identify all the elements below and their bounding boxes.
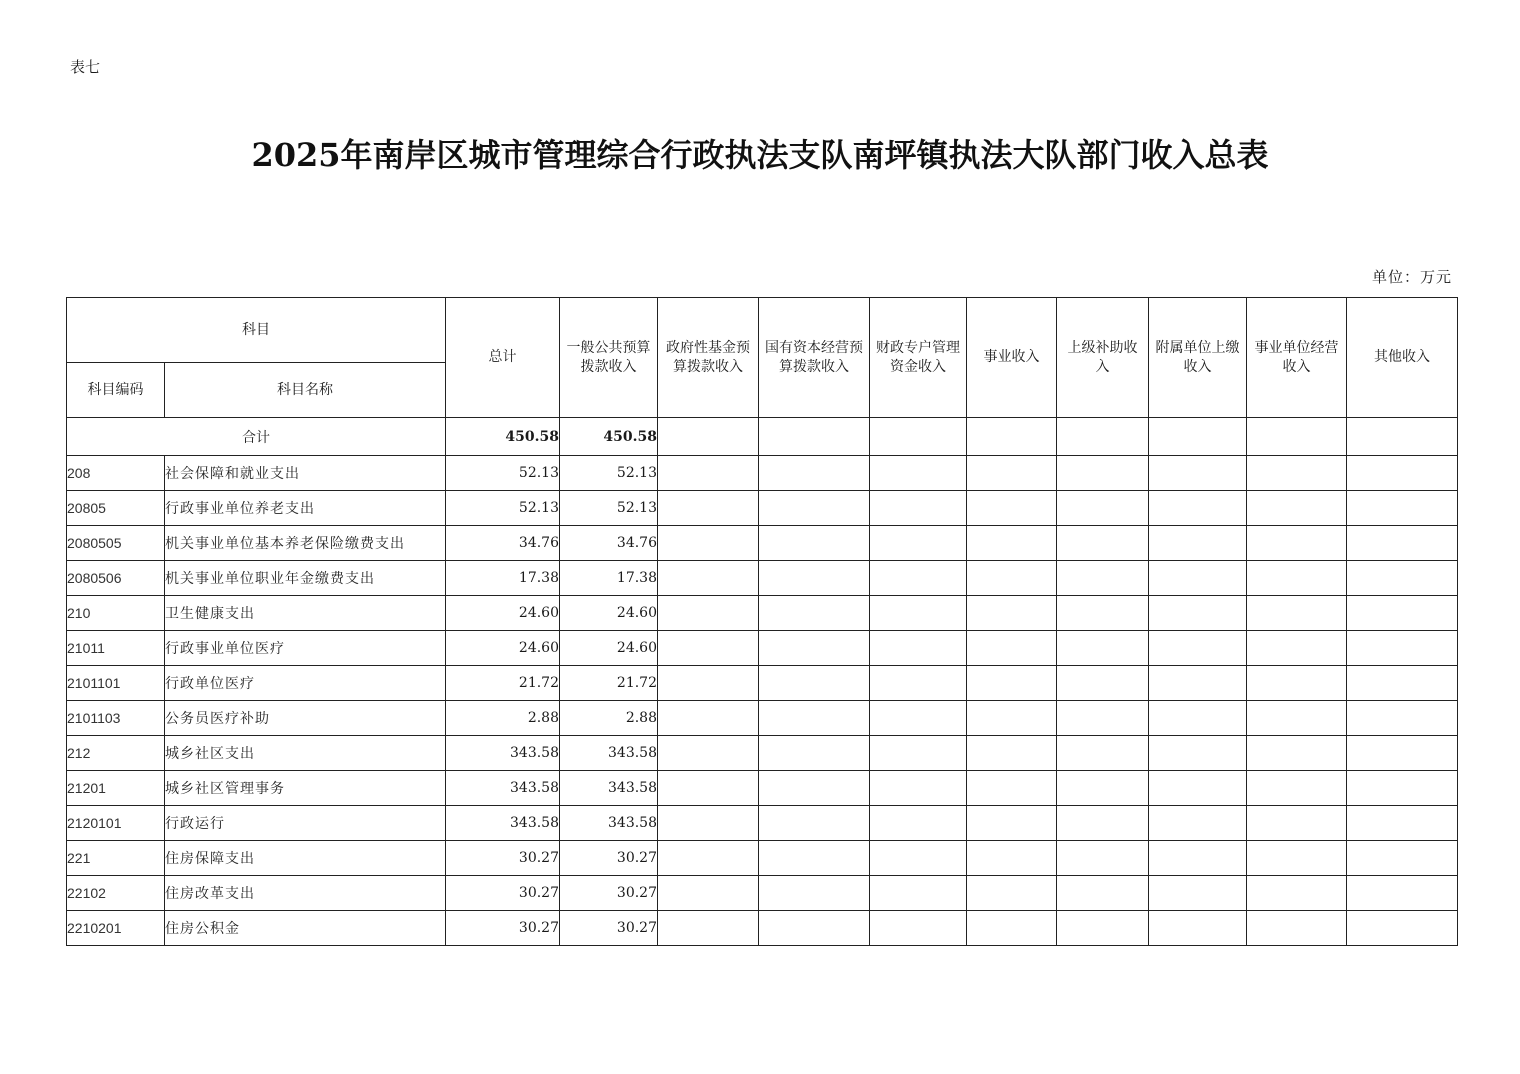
empty-cell [1057, 456, 1149, 491]
general-budget-cell: 30.27 [560, 911, 658, 946]
subject-code-cell: 21011 [67, 631, 165, 666]
empty-cell [1149, 491, 1247, 526]
empty-cell [759, 561, 870, 596]
empty-cell [967, 456, 1057, 491]
empty-cell [1247, 491, 1347, 526]
general-budget-cell: 30.27 [560, 876, 658, 911]
empty-cell [870, 876, 967, 911]
general-budget-cell: 2.88 [560, 701, 658, 736]
subject-name-cell: 机关事业单位职业年金缴费支出 [165, 561, 446, 596]
empty-cell [1057, 526, 1149, 561]
subject-name-cell: 机关事业单位基本养老保险缴费支出 [165, 526, 446, 561]
unit-label: 单位：万元 [1371, 268, 1452, 286]
empty-cell [1149, 911, 1247, 946]
subject-code-cell: 210 [67, 596, 165, 631]
empty-cell [870, 631, 967, 666]
empty-cell [1247, 666, 1347, 701]
subject-name-cell: 城乡社区支出 [165, 736, 446, 771]
empty-cell [759, 841, 870, 876]
table-row [67, 561, 1458, 596]
table-row [67, 701, 1458, 736]
subject-name-cell: 行政单位医疗 [165, 666, 446, 701]
summary-empty-cell [658, 418, 759, 456]
summary-row [67, 418, 1458, 456]
empty-cell [1057, 911, 1149, 946]
empty-cell [1149, 561, 1247, 596]
empty-cell [967, 596, 1057, 631]
subject-name-cell: 行政运行 [165, 806, 446, 841]
empty-cell [658, 596, 759, 631]
empty-cell [759, 456, 870, 491]
header-gov-fund: 政府性基金预算拨款收入 [658, 298, 759, 418]
empty-cell [870, 911, 967, 946]
empty-cell [759, 526, 870, 561]
empty-cell [1347, 631, 1458, 666]
empty-cell [759, 631, 870, 666]
empty-cell [1149, 596, 1247, 631]
header-fiscal-special: 财政专户管理资金收入 [870, 298, 967, 418]
empty-cell [870, 526, 967, 561]
empty-cell [1057, 631, 1149, 666]
empty-cell [1149, 736, 1247, 771]
subject-name-cell: 城乡社区管理事务 [165, 771, 446, 806]
empty-cell [870, 561, 967, 596]
empty-cell [967, 666, 1057, 701]
empty-cell [1149, 701, 1247, 736]
empty-cell [1057, 491, 1149, 526]
empty-cell [759, 876, 870, 911]
empty-cell [1247, 561, 1347, 596]
general-budget-cell: 52.13 [560, 491, 658, 526]
total-cell: 24.60 [446, 596, 560, 631]
empty-cell [870, 736, 967, 771]
empty-cell [1247, 456, 1347, 491]
empty-cell [658, 666, 759, 701]
subject-name-cell: 住房保障支出 [165, 841, 446, 876]
subject-code-cell: 2120101 [67, 806, 165, 841]
general-budget-cell: 30.27 [560, 841, 658, 876]
empty-cell [1247, 876, 1347, 911]
header-subject-name: 科目名称 [165, 363, 446, 418]
empty-cell [658, 841, 759, 876]
empty-cell [1149, 876, 1247, 911]
general-budget-cell: 52.13 [560, 456, 658, 491]
general-budget-cell: 34.76 [560, 526, 658, 561]
empty-cell [658, 736, 759, 771]
table-row [67, 841, 1458, 876]
empty-cell [658, 561, 759, 596]
total-cell: 52.13 [446, 491, 560, 526]
total-cell: 343.58 [446, 771, 560, 806]
empty-cell [658, 631, 759, 666]
table-row [67, 771, 1458, 806]
general-budget-cell: 343.58 [560, 771, 658, 806]
empty-cell [870, 456, 967, 491]
empty-cell [1347, 771, 1458, 806]
empty-cell [967, 841, 1057, 876]
empty-cell [1057, 876, 1149, 911]
empty-cell [1247, 526, 1347, 561]
summary-empty-cell [1347, 418, 1458, 456]
empty-cell [658, 526, 759, 561]
empty-cell [870, 491, 967, 526]
empty-cell [1347, 561, 1458, 596]
general-budget-cell: 17.38 [560, 561, 658, 596]
empty-cell [967, 876, 1057, 911]
empty-cell [658, 806, 759, 841]
empty-cell [759, 771, 870, 806]
subject-code-cell: 20805 [67, 491, 165, 526]
header-other-income: 其他收入 [1347, 298, 1458, 418]
subject-name-cell: 住房改革支出 [165, 876, 446, 911]
general-budget-cell: 343.58 [560, 806, 658, 841]
empty-cell [1347, 491, 1458, 526]
subject-code-cell: 2210201 [67, 911, 165, 946]
total-cell: 21.72 [446, 666, 560, 701]
subject-code-cell: 221 [67, 841, 165, 876]
total-cell: 24.60 [446, 631, 560, 666]
empty-cell [759, 666, 870, 701]
table-row [67, 631, 1458, 666]
empty-cell [1149, 841, 1247, 876]
empty-cell [1057, 666, 1149, 701]
table-row [67, 491, 1458, 526]
empty-cell [1247, 806, 1347, 841]
empty-cell [1057, 596, 1149, 631]
empty-cell [1347, 841, 1458, 876]
empty-cell [1057, 701, 1149, 736]
empty-cell [1149, 456, 1247, 491]
empty-cell [658, 456, 759, 491]
empty-cell [1347, 911, 1458, 946]
empty-cell [1057, 841, 1149, 876]
empty-cell [967, 911, 1057, 946]
empty-cell [759, 491, 870, 526]
empty-cell [1347, 456, 1458, 491]
empty-cell [1057, 806, 1149, 841]
empty-cell [967, 526, 1057, 561]
subject-name-cell: 卫生健康支出 [165, 596, 446, 631]
empty-cell [1057, 771, 1149, 806]
subject-name-cell: 公务员医疗补助 [165, 701, 446, 736]
subject-code-cell: 21201 [67, 771, 165, 806]
header-superior-subsidy: 上级补助收入 [1057, 298, 1149, 418]
summary-total: 450.58 [446, 418, 560, 456]
empty-cell [759, 806, 870, 841]
total-cell: 2.88 [446, 701, 560, 736]
total-cell: 34.76 [446, 526, 560, 561]
empty-cell [870, 596, 967, 631]
summary-empty-cell [1149, 418, 1247, 456]
table-row [67, 876, 1458, 911]
table-number-label: 表七 [70, 58, 101, 76]
header-total: 总计 [446, 298, 560, 418]
empty-cell [1149, 806, 1247, 841]
header-state-capital: 国有资本经营预算拨款收入 [759, 298, 870, 418]
empty-cell [658, 491, 759, 526]
total-cell: 343.58 [446, 806, 560, 841]
empty-cell [870, 841, 967, 876]
subject-name-cell: 行政事业单位医疗 [165, 631, 446, 666]
empty-cell [1247, 596, 1347, 631]
empty-cell [967, 701, 1057, 736]
summary-empty-cell [870, 418, 967, 456]
empty-cell [759, 736, 870, 771]
empty-cell [1247, 631, 1347, 666]
summary-empty-cell [967, 418, 1057, 456]
empty-cell [759, 596, 870, 631]
empty-cell [1149, 631, 1247, 666]
empty-cell [1149, 666, 1247, 701]
subject-code-cell: 2080505 [67, 526, 165, 561]
empty-cell [870, 666, 967, 701]
income-summary-table [66, 297, 1458, 946]
empty-cell [759, 911, 870, 946]
empty-cell [1057, 561, 1149, 596]
header-general-budget: 一般公共预算拨款收入 [560, 298, 658, 418]
subject-code-cell: 208 [67, 456, 165, 491]
total-cell: 17.38 [446, 561, 560, 596]
document-title: 2025年南岸区城市管理综合行政执法支队南坪镇执法大队部门收入总表 [251, 136, 1269, 174]
general-budget-cell: 24.60 [560, 631, 658, 666]
empty-cell [658, 701, 759, 736]
subject-name-cell: 社会保障和就业支出 [165, 456, 446, 491]
general-budget-cell: 343.58 [560, 736, 658, 771]
subject-code-cell: 2080506 [67, 561, 165, 596]
empty-cell [658, 876, 759, 911]
total-cell: 30.27 [446, 876, 560, 911]
total-cell: 30.27 [446, 911, 560, 946]
subject-code-cell: 212 [67, 736, 165, 771]
table-row [67, 526, 1458, 561]
empty-cell [1347, 666, 1458, 701]
empty-cell [967, 771, 1057, 806]
table-row [67, 596, 1458, 631]
header-business-income: 事业收入 [967, 298, 1057, 418]
empty-cell [1347, 701, 1458, 736]
empty-cell [967, 806, 1057, 841]
empty-cell [1347, 876, 1458, 911]
summary-empty-cell [759, 418, 870, 456]
header-subject-code: 科目编码 [67, 363, 165, 418]
table-row [67, 806, 1458, 841]
table-row [67, 911, 1458, 946]
empty-cell [658, 771, 759, 806]
empty-cell [1347, 596, 1458, 631]
subject-name-cell: 住房公积金 [165, 911, 446, 946]
empty-cell [967, 631, 1057, 666]
subject-name-cell: 行政事业单位养老支出 [165, 491, 446, 526]
empty-cell [1149, 771, 1247, 806]
table-row [67, 666, 1458, 701]
header-operating-income: 事业单位经营收入 [1247, 298, 1347, 418]
header-subject: 科目 [67, 298, 446, 363]
subject-code-cell: 2101103 [67, 701, 165, 736]
empty-cell [870, 771, 967, 806]
total-cell: 52.13 [446, 456, 560, 491]
empty-cell [759, 701, 870, 736]
empty-cell [1247, 701, 1347, 736]
table-row [67, 736, 1458, 771]
subject-code-cell: 22102 [67, 876, 165, 911]
summary-empty-cell [1247, 418, 1347, 456]
empty-cell [1347, 736, 1458, 771]
empty-cell [967, 491, 1057, 526]
total-cell: 343.58 [446, 736, 560, 771]
empty-cell [1247, 911, 1347, 946]
general-budget-cell: 24.60 [560, 596, 658, 631]
empty-cell [1247, 841, 1347, 876]
total-cell: 30.27 [446, 841, 560, 876]
empty-cell [870, 701, 967, 736]
empty-cell [658, 911, 759, 946]
empty-cell [967, 736, 1057, 771]
empty-cell [967, 561, 1057, 596]
empty-cell [1149, 526, 1247, 561]
empty-cell [1247, 771, 1347, 806]
empty-cell [1057, 736, 1149, 771]
table-row [67, 456, 1458, 491]
empty-cell [870, 806, 967, 841]
empty-cell [1347, 526, 1458, 561]
summary-general-budget: 450.58 [560, 418, 658, 456]
subject-code-cell: 2101101 [67, 666, 165, 701]
empty-cell [1247, 736, 1347, 771]
header-affiliate-payment: 附属单位上缴收入 [1149, 298, 1247, 418]
general-budget-cell: 21.72 [560, 666, 658, 701]
summary-label: 合计 [67, 418, 446, 456]
empty-cell [1347, 806, 1458, 841]
summary-empty-cell [1057, 418, 1149, 456]
